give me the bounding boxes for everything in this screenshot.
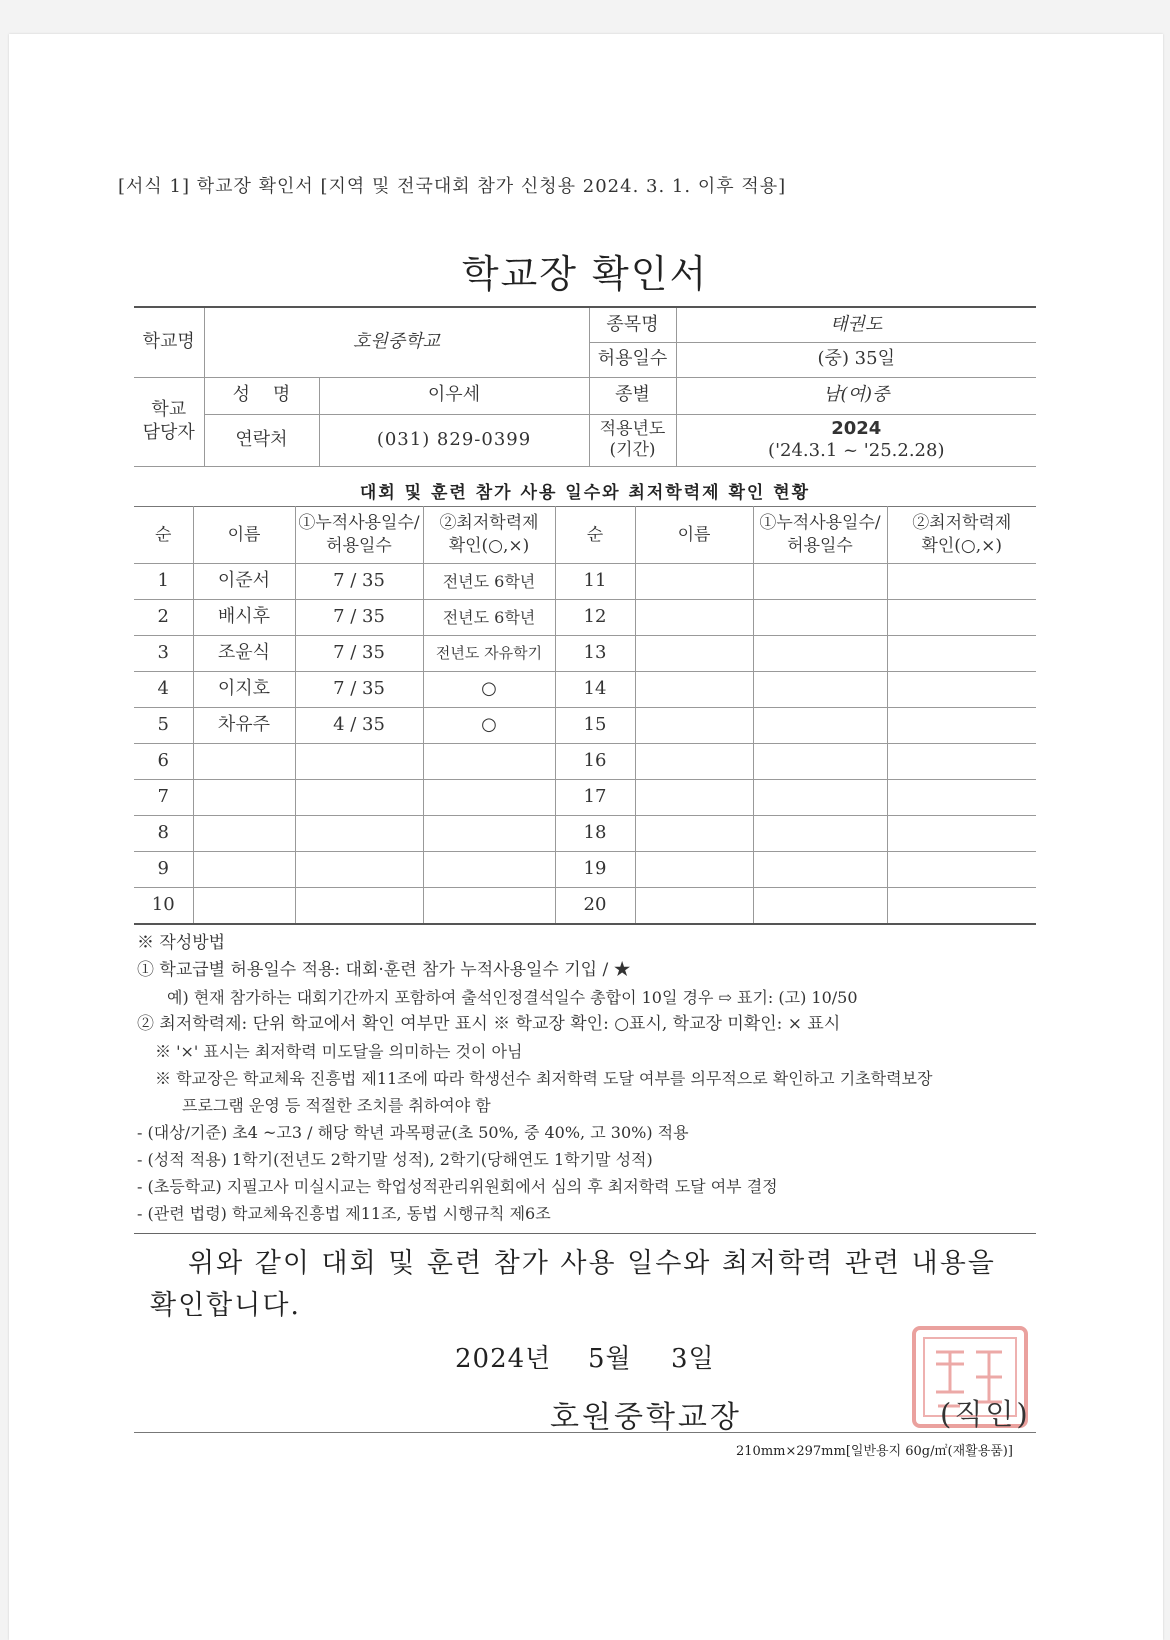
form-header: [서식 1] 학교장 확인서 [지역 및 전국대회 참가 신청용 2024. 3. 1. 이후 적용] bbox=[118, 176, 787, 197]
row-check: ○ bbox=[423, 708, 555, 744]
table-row bbox=[134, 888, 1036, 925]
bottom-divider bbox=[134, 1432, 1036, 1433]
paper-spec: 210mm×297mm[일반용지 60g/㎡(재활용품)] bbox=[736, 1444, 1013, 1459]
header-check-2: ②최저학력제 확인(○,×) bbox=[887, 507, 1036, 564]
row-days: 7 / 35 bbox=[295, 672, 423, 708]
row-check bbox=[423, 744, 555, 780]
allowed-days-label: 허용일수 bbox=[589, 342, 676, 377]
row-days-2 bbox=[753, 744, 887, 780]
event-value: 태권도 bbox=[676, 307, 1036, 342]
row-name-2 bbox=[635, 780, 753, 816]
detail-4: - (관련 법령) 학교체육진흥법 제11조, 동법 시행규칙 제6조 bbox=[137, 1204, 551, 1223]
row-check: 전년도 6학년 bbox=[423, 600, 555, 636]
row-days-2 bbox=[753, 600, 887, 636]
info-table bbox=[134, 306, 1036, 467]
status-title: 대회 및 훈련 참가 사용 일수와 최저학력제 확인 현황 bbox=[359, 483, 811, 503]
row-name: 차유주 bbox=[193, 708, 295, 744]
school-value: 호원중학교 bbox=[204, 307, 589, 377]
date-month: 5월 bbox=[588, 1344, 632, 1374]
row-days bbox=[295, 852, 423, 888]
row-name bbox=[193, 888, 295, 925]
row-no-2: 19 bbox=[555, 852, 635, 888]
contact-value: (031) 829-0399 bbox=[319, 414, 589, 466]
table-row bbox=[134, 816, 1036, 852]
row-no: 9 bbox=[134, 852, 193, 888]
row-no: 10 bbox=[134, 888, 193, 925]
row-no-2: 17 bbox=[555, 780, 635, 816]
row-no: 8 bbox=[134, 816, 193, 852]
principal-name: 호원중학교장 bbox=[550, 1400, 742, 1435]
row-no-2: 11 bbox=[555, 564, 635, 600]
confirmation-text: 위와 같이 대회 및 훈련 참가 사용 일수와 최저학력 관련 내용을 확인합니다. bbox=[150, 1248, 996, 1321]
detail-1: - (대상/기준) 초4 ~고3 / 해당 학년 과목평균(초 50%, 중 40%, 고 30%) 적용 bbox=[137, 1123, 689, 1142]
row-no-2: 15 bbox=[555, 708, 635, 744]
row-days bbox=[295, 888, 423, 925]
row-check-2 bbox=[887, 600, 1036, 636]
row-days: 7 / 35 bbox=[295, 636, 423, 672]
gender-label: 종별 bbox=[589, 377, 676, 414]
header-no: 순 bbox=[134, 507, 193, 564]
row-name-2 bbox=[635, 672, 753, 708]
header-check: ②최저학력제 확인(○,×) bbox=[423, 507, 555, 564]
row-check: 전년도 6학년 bbox=[423, 564, 555, 600]
row-check-2 bbox=[887, 816, 1036, 852]
table-row bbox=[134, 636, 1036, 672]
divider bbox=[134, 1233, 1036, 1234]
contact-label: 연락처 bbox=[204, 414, 319, 466]
row-name: 조윤식 bbox=[193, 636, 295, 672]
row-check-2 bbox=[887, 744, 1036, 780]
row-name: 이지호 bbox=[193, 672, 295, 708]
row-name bbox=[193, 780, 295, 816]
header-name-2: 이름 bbox=[635, 507, 753, 564]
row-no-2: 20 bbox=[555, 888, 635, 925]
name-value: 이우세 bbox=[319, 377, 589, 414]
row-name bbox=[193, 816, 295, 852]
row-no: 2 bbox=[134, 600, 193, 636]
row-name-2 bbox=[635, 816, 753, 852]
table-row bbox=[134, 708, 1036, 744]
row-check-2 bbox=[887, 780, 1036, 816]
row-no: 7 bbox=[134, 780, 193, 816]
event-label: 종목명 bbox=[589, 307, 676, 342]
row-check bbox=[423, 780, 555, 816]
row-name: 이준서 bbox=[193, 564, 295, 600]
row-no-2: 14 bbox=[555, 672, 635, 708]
row-check-2 bbox=[887, 564, 1036, 600]
row-name bbox=[193, 744, 295, 780]
row-no-2: 12 bbox=[555, 600, 635, 636]
notes-heading: ※ 작성방법 bbox=[137, 933, 226, 953]
header-days: ①누적사용일수/ 허용일수 bbox=[295, 507, 423, 564]
year-value: 2024 bbox=[831, 417, 882, 439]
row-check bbox=[423, 888, 555, 925]
roster-header-row bbox=[134, 507, 1036, 564]
row-name-2 bbox=[635, 564, 753, 600]
note-2: ② 최저학력제: 단위 학교에서 확인 여부만 표시 ※ 학교장 확인: ○표시, 학교장 미확인: × 표시 bbox=[137, 1014, 841, 1034]
year-cell bbox=[676, 414, 1036, 466]
row-days-2 bbox=[753, 780, 887, 816]
row-name-2 bbox=[635, 744, 753, 780]
row-check bbox=[423, 852, 555, 888]
seal-label: (직인) bbox=[940, 1397, 1031, 1431]
row-check-2 bbox=[887, 636, 1036, 672]
date-year: 2024년 bbox=[455, 1344, 552, 1374]
manager-label: 학교 담당자 bbox=[134, 377, 204, 466]
row-name bbox=[193, 852, 295, 888]
row-no: 4 bbox=[134, 672, 193, 708]
row-check: ○ bbox=[423, 672, 555, 708]
row-days: 7 / 35 bbox=[295, 564, 423, 600]
instructions bbox=[137, 930, 1037, 1227]
table-row bbox=[134, 564, 1036, 600]
row-no: 3 bbox=[134, 636, 193, 672]
row-no: 5 bbox=[134, 708, 193, 744]
detail-2: - (성적 적용) 1학기(전년도 2학기말 성적), 2학기(당해연도 1학기말 성적) bbox=[137, 1150, 653, 1169]
row-check-2 bbox=[887, 672, 1036, 708]
note-2-a: ※ '×' 표시는 최저학력 미도달을 의미하는 것이 아님 bbox=[155, 1042, 523, 1061]
allowed-days-value: (중) 35일 bbox=[676, 342, 1036, 377]
note-1: ① 학교급별 허용일수 적용: 대회·훈련 참가 누적사용일수 기입 / ★ bbox=[137, 960, 631, 980]
document-title: 학교장 확인서 bbox=[461, 252, 709, 296]
period-value: ('24.3.1 ~ '25.2.28) bbox=[768, 440, 945, 461]
row-days-2 bbox=[753, 708, 887, 744]
note-2-b-cont: 프로그램 운영 등 적절한 조치를 취하여야 함 bbox=[182, 1096, 491, 1115]
row-no: 6 bbox=[134, 744, 193, 780]
header-days-2: ①누적사용일수/ 허용일수 bbox=[753, 507, 887, 564]
row-days-2 bbox=[753, 816, 887, 852]
row-name-2 bbox=[635, 852, 753, 888]
row-days: 4 / 35 bbox=[295, 708, 423, 744]
date-day: 3일 bbox=[671, 1344, 715, 1374]
header-no-2: 순 bbox=[555, 507, 635, 564]
row-check-2 bbox=[887, 708, 1036, 744]
row-days-2 bbox=[753, 888, 887, 925]
row-days-2 bbox=[753, 672, 887, 708]
note-2-b: ※ 학교장은 학교체육 진흥법 제11조에 따라 학생선수 최저학력 도달 여부를 의무적으로 확인하고 기초학력보장 bbox=[155, 1069, 933, 1088]
row-name-2 bbox=[635, 708, 753, 744]
table-row bbox=[134, 744, 1036, 780]
row-days-2 bbox=[753, 564, 887, 600]
row-check-2 bbox=[887, 888, 1036, 925]
row-days bbox=[295, 744, 423, 780]
row-no-2: 18 bbox=[555, 816, 635, 852]
row-days bbox=[295, 816, 423, 852]
note-1-example: 예) 현재 참가하는 대회기간까지 포함하여 출석인정결석일수 총합이 10일 경우 ⇨ 표기: (고) 10/50 bbox=[167, 988, 858, 1007]
row-days: 7 / 35 bbox=[295, 600, 423, 636]
row-check-2 bbox=[887, 852, 1036, 888]
school-label: 학교명 bbox=[134, 307, 204, 377]
name-label: 성 명 bbox=[204, 377, 319, 414]
roster-table bbox=[134, 506, 1036, 925]
table-row bbox=[134, 852, 1036, 888]
gender-value: 남(여)중 bbox=[676, 377, 1036, 414]
table-row bbox=[134, 780, 1036, 816]
row-name-2 bbox=[635, 888, 753, 925]
row-no: 1 bbox=[134, 564, 193, 600]
row-name-2 bbox=[635, 636, 753, 672]
detail-3: - (초등학교) 지필고사 미실시교는 학업성적관리위원회에서 심의 후 최저학력 도달 여부 결정 bbox=[137, 1177, 778, 1196]
row-days-2 bbox=[753, 852, 887, 888]
year-label: 적용년도 (기간) bbox=[589, 414, 676, 466]
row-no-2: 16 bbox=[555, 744, 635, 780]
table-row bbox=[134, 600, 1036, 636]
table-row bbox=[134, 672, 1036, 708]
row-name-2 bbox=[635, 600, 753, 636]
row-check bbox=[423, 816, 555, 852]
row-days bbox=[295, 780, 423, 816]
row-check: 전년도 자유학기 bbox=[423, 636, 555, 672]
row-no-2: 13 bbox=[555, 636, 635, 672]
row-name: 배시후 bbox=[193, 600, 295, 636]
row-days-2 bbox=[753, 636, 887, 672]
header-name: 이름 bbox=[193, 507, 295, 564]
